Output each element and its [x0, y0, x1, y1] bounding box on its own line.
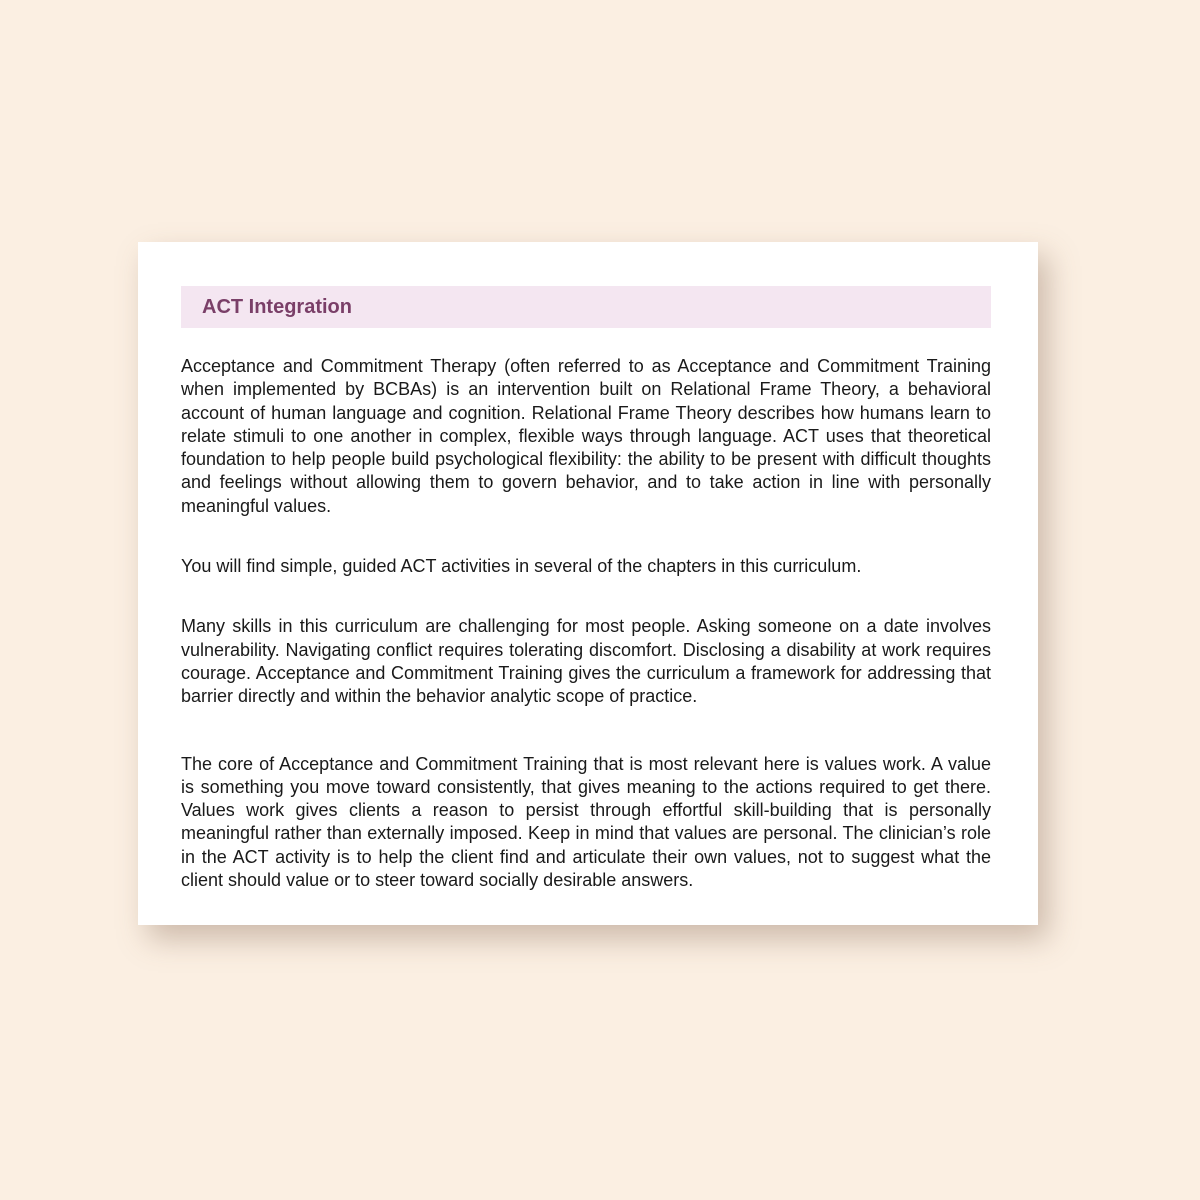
document-page [138, 242, 1038, 925]
paragraph-act-overview: Acceptance and Commitment Therapy (often referred to as Acceptance and Commitment Training when implemented by BCBAs) is an intervention built on Relational Frame Theory, a behavioral account of human language and cognition. Relational Frame Theory describes how humans learn to relate stimuli to one another in complex, flexible ways through language. ACT uses that theoretical foundation to help people build psychological flexibility: the ability to be present with difficult thoughts and feelings without allowing them to govern behavior, and to take action in line with personally meaningful values. [181, 356, 991, 516]
paragraph-act-activities: You will find simple, guided ACT activities in several of the chapters in this curriculum. [181, 556, 862, 577]
paragraph-values-work: The core of Acceptance and Commitment Training that is most relevant here is values work. A value is something you move toward consistently, that gives meaning to the actions required to get there. Values work gives clients a reason to persist through effortful skill-building that is personally meaningful rather than externally imposed. Keep in mind that values are personal. The clinician’s role in the ACT activity is to help the client find and articulate their own values, not to suggest what the client should value or to steer toward socially desirable answers. [181, 753, 991, 891]
section-header-band [181, 286, 991, 328]
paragraph-challenging-skills: Many skills in this curriculum are challenging for most people. Asking someone on a date involves vulnerability. Navigating conflict requires tolerating discomfort. Disclosing a disability at work requires courage. Acceptance and Commitment Training gives the curriculum a framework for addressing that barrier directly and within the behavior analytic scope of practice. [181, 616, 991, 707]
section-title: ACT Integration [202, 295, 352, 318]
